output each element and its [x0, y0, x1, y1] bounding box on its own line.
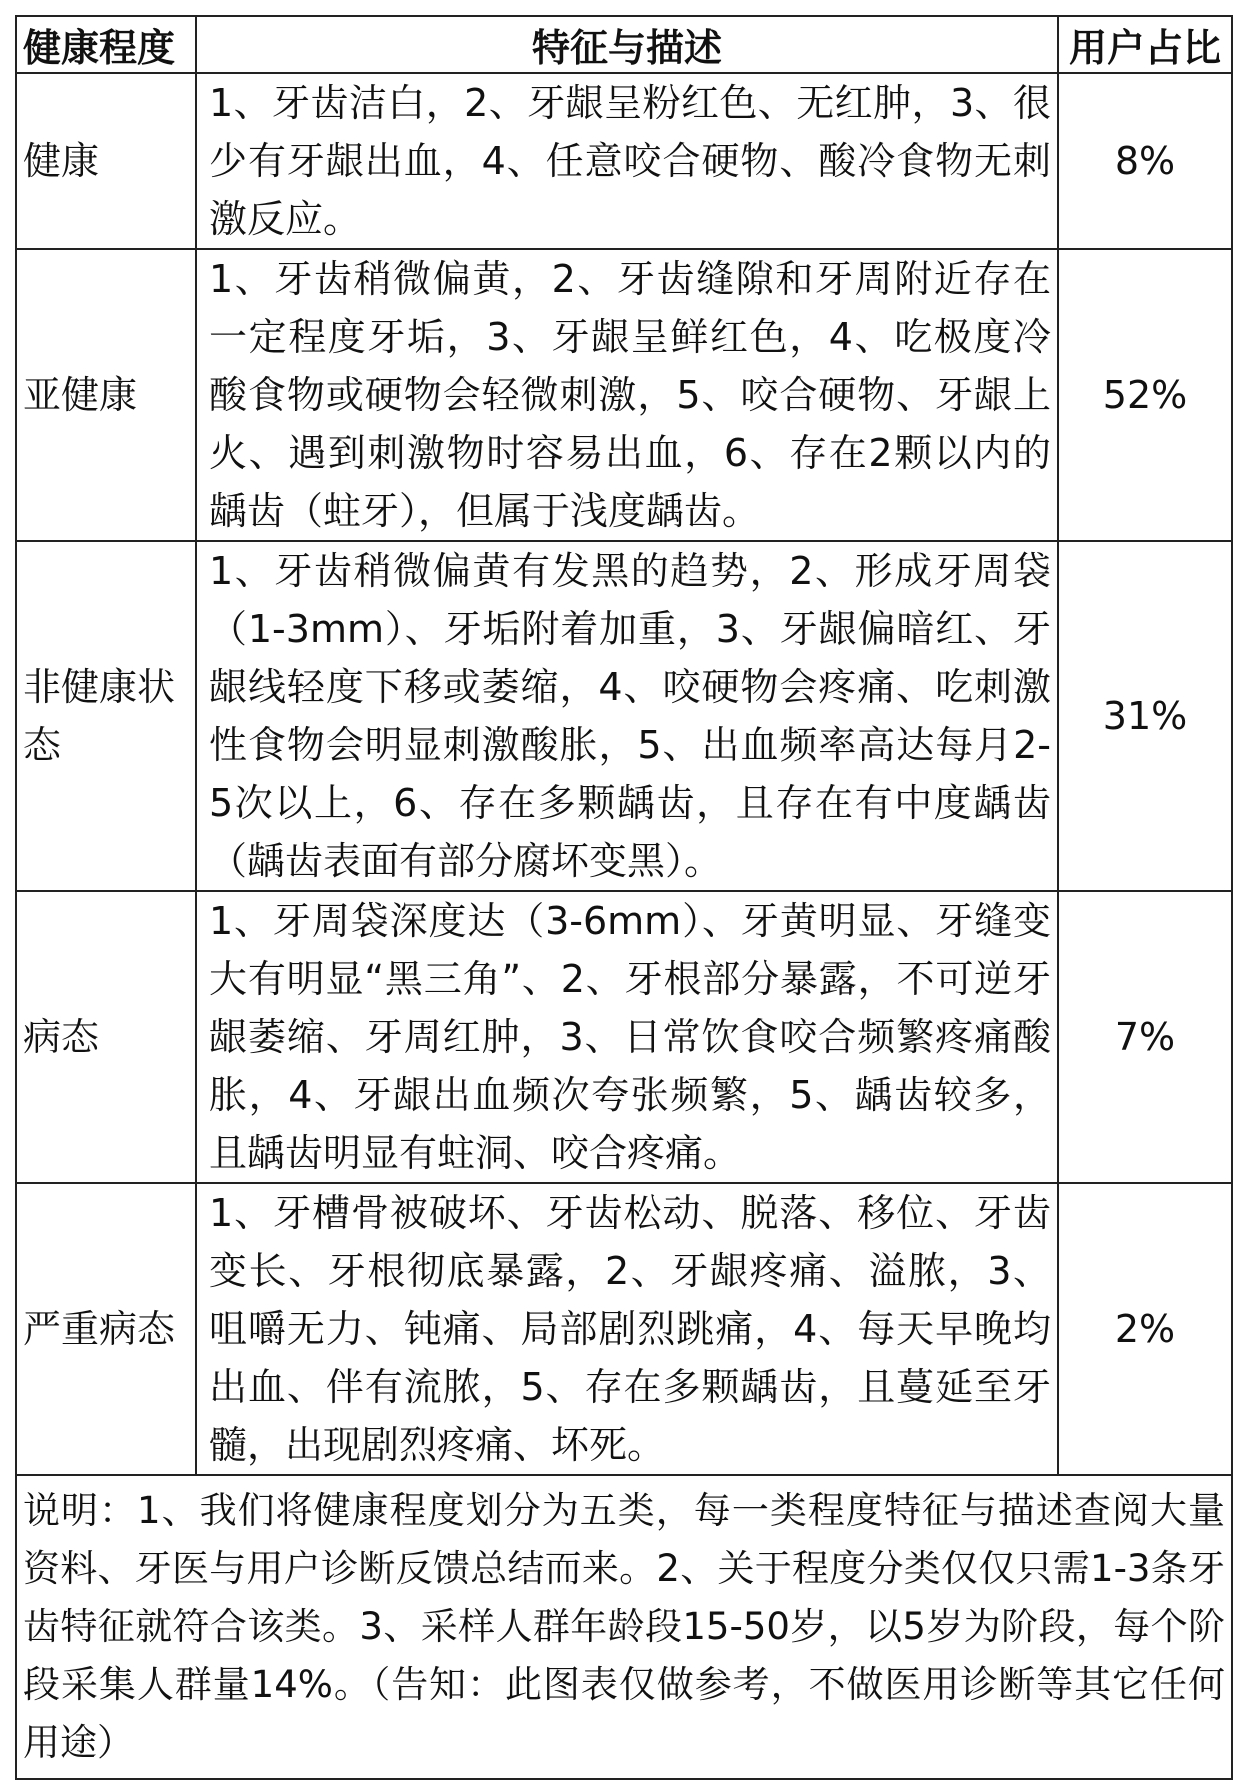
row-share: 52%: [1058, 249, 1232, 541]
header-level: 健康程度: [16, 16, 196, 73]
row-level: 非健康状态: [16, 541, 196, 891]
note-row: [16, 1475, 1232, 1779]
row-level: 亚健康: [16, 249, 196, 541]
table-row: [16, 249, 1232, 541]
row-share: 31%: [1058, 541, 1232, 891]
row-share: 7%: [1058, 891, 1232, 1183]
row-description: 1、牙齿洁白，2、牙龈呈粉红色、无红肿，3、很少有牙龈出血，4、任意咬合硬物、酸冷食物无刺激反应。: [196, 73, 1058, 249]
row-level: 健康: [16, 73, 196, 249]
dental-health-table: [15, 15, 1233, 1780]
table-row: [16, 541, 1232, 891]
row-description: 1、牙齿稍微偏黄有发黑的趋势，2、形成牙周袋（1-3mm）、牙垢附着加重，3、牙龈偏暗红、牙龈线轻度下移或萎缩，4、咬硬物会疼痛、吃刺激性食物会明显刺激酸胀，5、出血频率高达每月2-5次以上，6、存在多颗龋齿，且存在有中度龋齿（龋齿表面有部分腐坏变黑）。: [196, 541, 1058, 891]
table-row: [16, 1183, 1232, 1475]
row-share: 8%: [1058, 73, 1232, 249]
row-level: 病态: [16, 891, 196, 1183]
table-row: [16, 891, 1232, 1183]
table-note: 说明：1、我们将健康程度划分为五类，每一类程度特征与描述查阅大量资料、牙医与用户诊断反馈总结而来。2、关于程度分类仅仅只需1-3条牙齿特征就符合该类。3、采样人群年龄段15-50岁，以5岁为阶段，每个阶段采集人群量14%。（告知：此图表仅做参考，不做医用诊断等其它任何用途）: [16, 1475, 1232, 1779]
table-row: [16, 73, 1232, 249]
header-share: 用户占比: [1058, 16, 1232, 73]
header-description: 特征与描述: [196, 16, 1058, 73]
table-header-row: [16, 16, 1232, 73]
row-description: 1、牙周袋深度达（3-6mm）、牙黄明显、牙缝变大有明显“黑三角”、2、牙根部分暴露，不可逆牙龈萎缩、牙周红肿，3、日常饮食咬合频繁疼痛酸胀，4、牙龈出血频次夸张频繁，5、龋齿较多，且龋齿明显有蛀洞、咬合疼痛。: [196, 891, 1058, 1183]
health-table-container: [15, 15, 1231, 1780]
row-description: 1、牙槽骨被破坏、牙齿松动、脱落、移位、牙齿变长、牙根彻底暴露，2、牙龈疼痛、溢脓，3、咀嚼无力、钝痛、局部剧烈跳痛，4、每天早晚均出血、伴有流脓，5、存在多颗龋齿，且蔓延至牙髓，出现剧烈疼痛、坏死。: [196, 1183, 1058, 1475]
row-level: 严重病态: [16, 1183, 196, 1475]
row-description: 1、牙齿稍微偏黄，2、牙齿缝隙和牙周附近存在一定程度牙垢，3、牙龈呈鲜红色，4、吃极度冷酸食物或硬物会轻微刺激，5、咬合硬物、牙龈上火、遇到刺激物时容易出血，6、存在2颗以内的龋齿（蛀牙），但属于浅度龋齿。: [196, 249, 1058, 541]
row-share: 2%: [1058, 1183, 1232, 1475]
